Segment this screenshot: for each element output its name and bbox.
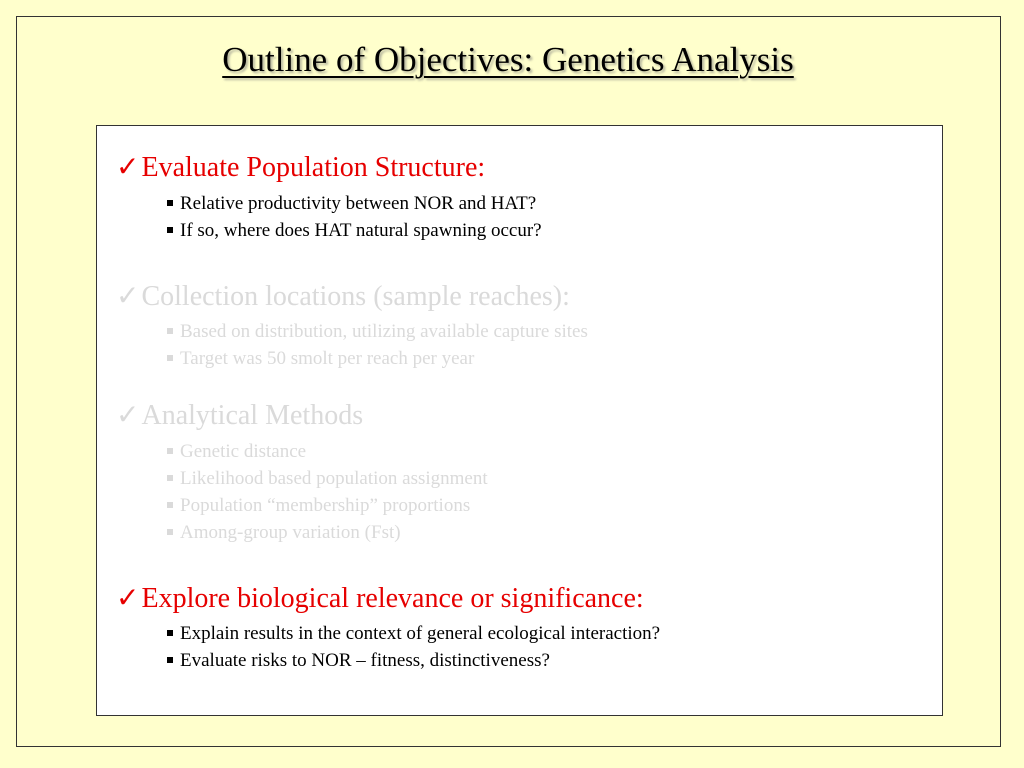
bullet-text: Likelihood based population assignment [180,468,488,489]
bullet-text: Based on distribution, utilizing available capture sites [180,321,588,342]
square-bullet-icon [167,630,173,636]
square-bullet-icon [167,657,173,663]
bullet-item [167,349,474,368]
square-bullet-icon [167,200,173,206]
bullet-item [167,221,542,240]
bullet-item [167,496,470,515]
bullet-item [167,624,660,643]
square-bullet-icon [167,475,173,481]
section-heading [116,585,644,613]
slide-title: Outline of Objectives: Genetics Analysis [222,40,794,79]
square-bullet-icon [167,328,173,334]
bullet-text: Genetic distance [180,441,307,462]
checkmark-icon: ✓ [116,152,140,183]
section-heading-label: Evaluate Population Structure: [141,152,486,183]
section-heading [116,402,363,430]
checkmark-icon: ✓ [116,583,140,614]
bullet-item [167,469,488,488]
section-heading [116,283,570,311]
bullet-text: If so, where does HAT natural spawning occur? [180,220,542,241]
section-heading-label: Explore biological relevance or significance: [141,583,644,614]
bullet-text: Among-group variation (Fst) [180,522,401,543]
bullet-item [167,651,550,670]
content-box [96,125,943,716]
bullet-item [167,322,588,341]
square-bullet-icon [167,448,173,454]
square-bullet-icon [167,355,173,361]
bullet-text: Relative productivity between NOR and HAT? [180,193,537,214]
bullet-text: Explain results in the context of general ecological interaction? [180,623,661,644]
bullet-text: Evaluate risks to NOR – fitness, distinctiveness? [180,650,550,671]
section-heading [116,154,485,182]
section-heading-label: Collection locations (sample reaches): [141,281,570,312]
section-heading-label: Analytical Methods [141,400,364,431]
bullet-item [167,442,306,461]
square-bullet-icon [167,529,173,535]
bullet-item [167,523,401,542]
square-bullet-icon [167,502,173,508]
checkmark-icon: ✓ [116,281,140,312]
bullet-item [167,194,536,213]
square-bullet-icon [167,227,173,233]
bullet-text: Population “membership” proportions [180,495,471,516]
bullet-text: Target was 50 smolt per reach per year [180,348,475,369]
checkmark-icon: ✓ [116,400,140,431]
